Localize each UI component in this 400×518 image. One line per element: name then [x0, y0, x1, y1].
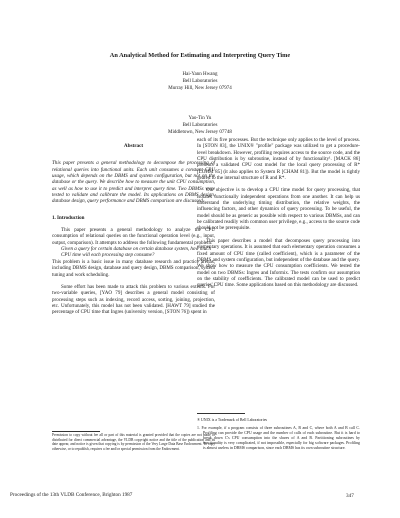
- footnote-1: 1. For example, if a program consists of three subroutines A, B and C, where both A and B call C. Profiling can provide the CPU usage and the number of calls of each subroutine. But it is hard to break down C's CPU consumption into the shares of A and B. Partitioning subroutines by functionality is very complicated, if not impossible, especially for big software packages. Profiling is almost useless in DBMS comparison, since each DBMS has its own subroutine structure.: [197, 426, 360, 450]
- abstract-heading: Abstract: [123, 143, 144, 149]
- author-organization: Bell Laboratories: [182, 123, 218, 128]
- body-paragraph-2: Our objective is to develop a CPU time model for query processing, that isolates functionally independent operations from one another. It can help us understand the underlying timing distribution, the relative weights, the influencing factors, and other dynamics of query processing. To be useful, the model should be as generic as possible with respect to various DBMSs, and can be calibrated readily with common user privilege, e.g., access to the source code should not be prerequisite.: [197, 187, 360, 232]
- author-name: Hai-Yann Hwang: [182, 72, 218, 77]
- paper-title: An Analytical Method for Estimating and Interpreting Query Time: [109, 52, 291, 59]
- body-paragraph-1: each of its five processes. But the technique only applies to the level of process. In [STON 83], the UNIX® "profile" package was utilized to get a procedure-level breakdown. However, profiling requires access to the source code, and the CPU distribution is by subroutine, instead of by functionality¹. [MACK 86] presents a validated CPU cost model for the local query processing of R* [LOHM 85] (it also applies to System R [CHAM 81]). But the model is tightly geared to the internal structure of R and R*.: [197, 137, 360, 182]
- trademark-footnote: ® UNIX is a Trademark of Bell Laboratories: [197, 418, 268, 422]
- abstract-text: This paper presents a general methodology to decompose the processing of relational queries into functional units. Each unit consumes a constant CPU usage, which depends on the DBMS and system configuration, but not on the database or the query. We describe how to measure the unit CPU consumption, as well as how to use it to predict and interpret query time. Two DBMSs were tested to validate and calibrate the model. Its applications on DBMS design, database design, query performance and DBMS comparison are discussed.: [52, 160, 215, 205]
- right-column: [197, 137, 360, 289]
- intro-paragraph-1: This paper presents a general methodology to analyze the CPU consumption of relational queries on the functional operation level (e.g., input, output, comparison). It attempts to address the following fundamental problem:: [52, 227, 215, 246]
- author-block-2: [0, 115, 400, 136]
- proceedings-footer: Proceedings of the 13th VLDB Conference, Brighton 1987: [10, 492, 133, 498]
- author-block-1: [0, 71, 400, 92]
- page-number: 347: [346, 493, 354, 499]
- intro-question: Given a query for certain database on certain database system, how much CPU time will each processing step consume?: [61, 246, 211, 259]
- permission-divider: [52, 431, 100, 432]
- left-column: [52, 137, 215, 316]
- author-name: Yao-Tin Yu: [188, 116, 212, 121]
- body-paragraph-3: This paper describes a model that decomposes query processing into elementary operations. It is assumed that each elementary operation consumes a fixed amount of CPU time (called coefficient), which is a parameter of the DBMS and system configuration, but independent of the database and the query. We show how to measure the CPU consumption coefficients. We tested the model on two DBMSs: Ingres and Informix. The tests confirm our assumption on the stability of coefficients. The calibrated model can be used to predict queries' CPU time. Some applications based on this methodology are discussed.: [197, 237, 360, 289]
- intro-paragraph-2: This problem is a basic issue in many database research and practice arenas, including DBMS design, database and query design, DBMS comparison, system tuning and work scheduling.: [52, 258, 215, 278]
- author-organization: Bell Laboratories: [182, 79, 218, 84]
- permission-notice: Permission to copy without fee all or part of this material is granted provided that the copies are not made or distributed for direct commercial advantage, the VLDB copyright notice and the title of the publication and its date appear, and notice is given that copying is by permission of the Very Large Data Base Endowment. To copy otherwise, or to republish, requires a fee and/or special permission from the Endowment.: [52, 433, 215, 452]
- author-address: Middletown, New Jersey 07748: [168, 130, 232, 135]
- author-address: Murray Hill, New Jersey 07974: [168, 86, 232, 91]
- section-heading-introduction: 1. Introduction: [52, 214, 85, 221]
- footnote-divider: [197, 413, 245, 414]
- intro-paragraph-3: Some effort has been made to attack this problem to various extents. For two-variable queries, [YAO 79] describes a general model consisting of processing steps such as indexing, record access, sorting, joining, projection, etc. Unfortunately, this model has not been validated. [HAWT 79] studied the percentage of CPU time that Ingres (university version, [STON 76]) spent in: [52, 283, 215, 316]
